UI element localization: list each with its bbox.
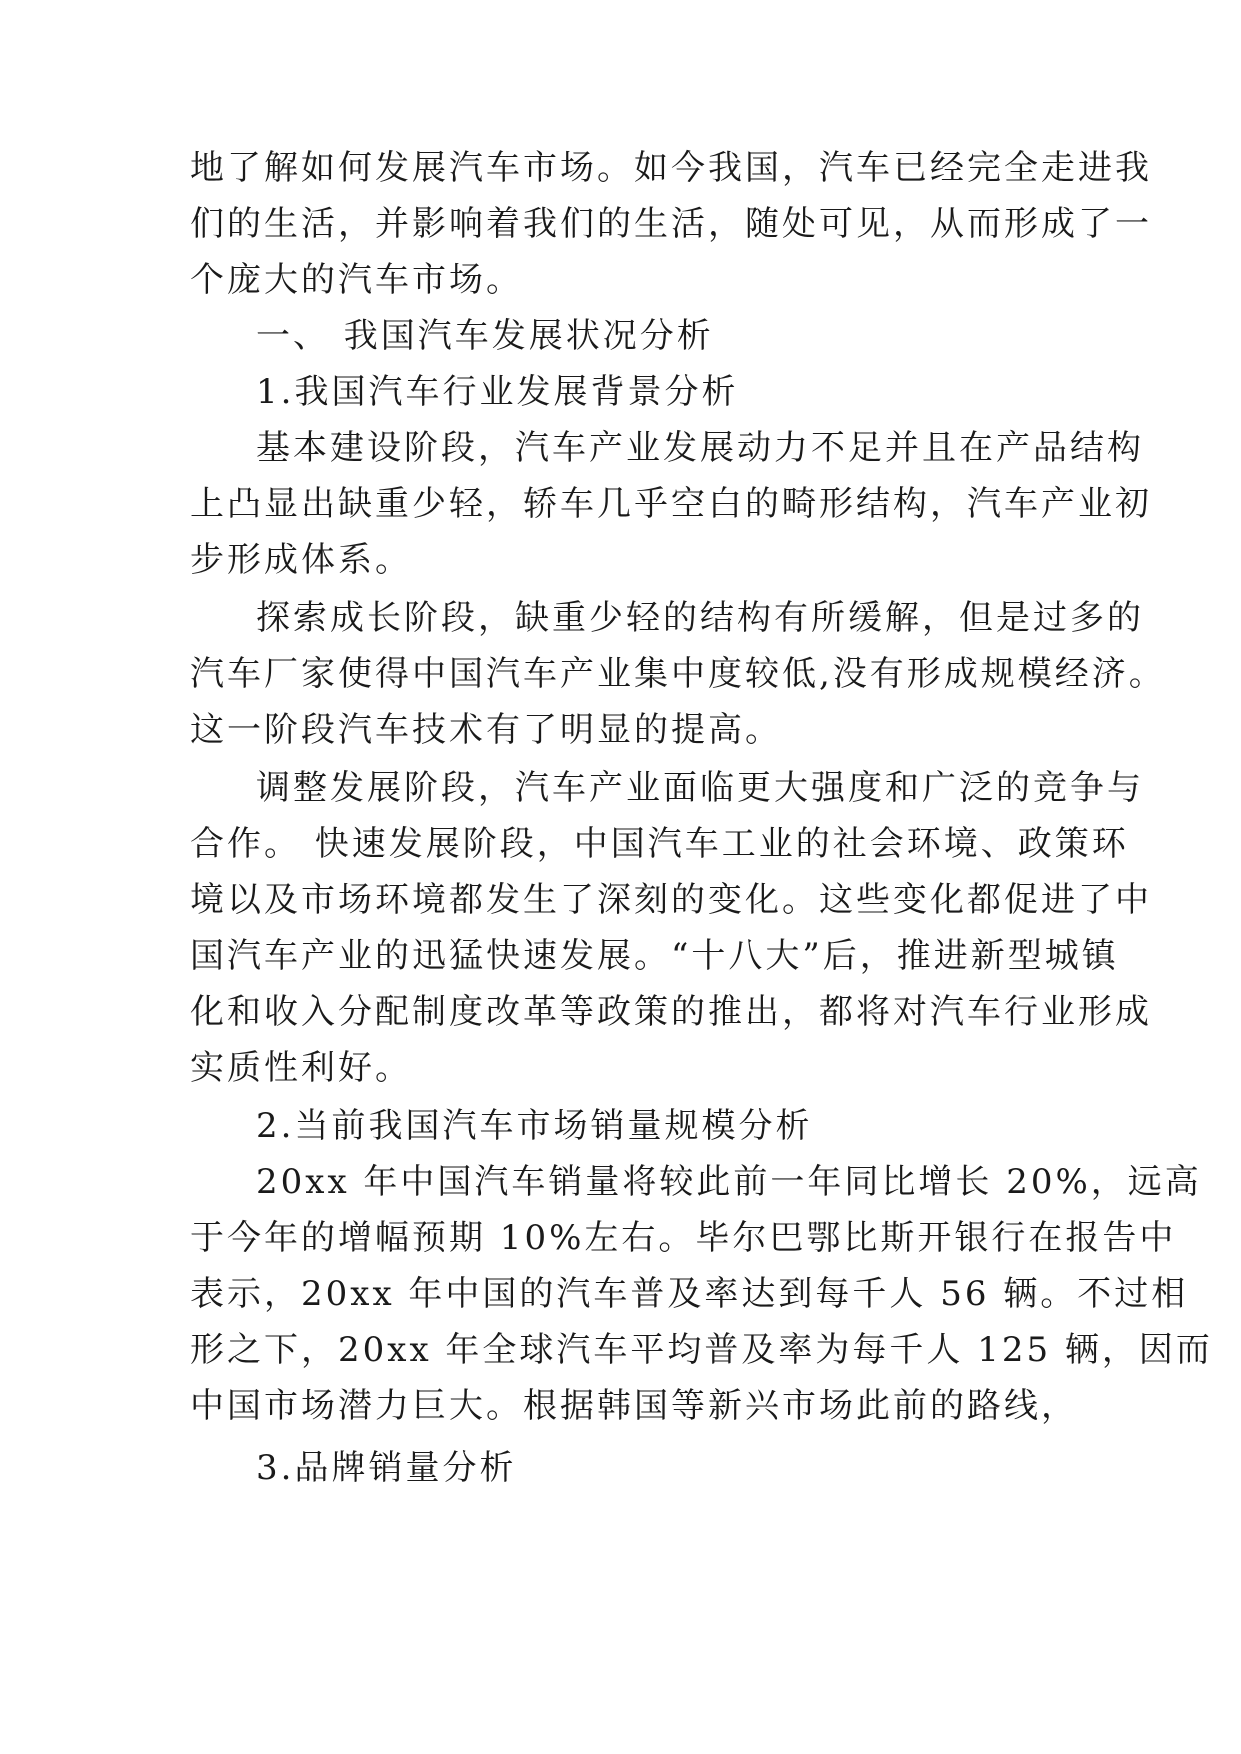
paragraph-line: 国汽车产业的迅猛快速发展。“十八大”后，推进新型城镇 [190,936,1119,976]
paragraph-line: 这一阶段汽车技术有了明显的提高。 [190,710,782,750]
paragraph-line: 汽车厂家使得中国汽车产业集中度较低,没有形成规模经济。 [190,654,1166,694]
paragraph-line: 探索成长阶段，缺重少轻的结构有所缓解，但是过多的 [256,598,1144,638]
paragraph-line: 化和收入分配制度改革等政策的推出，都将对汽车行业形成 [190,992,1152,1032]
paragraph-line: 20xx 年中国汽车销量将较此前一年同比增长 20%，远高 [256,1162,1202,1202]
paragraph-line: 表示，20xx 年中国的汽车普及率达到每千人 56 辆。不过相 [190,1274,1189,1314]
paragraph-line: 于今年的增幅预期 10%左右。毕尔巴鄂比斯开银行在报告中 [190,1218,1177,1258]
paragraph-line: 步形成体系。 [190,540,412,580]
paragraph-line: 地了解如何发展汽车市场。如今我国，汽车已经完全走进我 [190,148,1152,188]
paragraph-line: 实质性利好。 [190,1048,412,1088]
paragraph-line: 基本建设阶段，汽车产业发展动力不足并且在产品结构 [256,428,1144,468]
subsection-heading: 2.当前我国汽车市场销量规模分析 [256,1106,813,1146]
paragraph-line: 调整发展阶段，汽车产业面临更大强度和广泛的竞争与 [256,768,1144,808]
paragraph-line: 们的生活，并影响着我们的生活，随处可见，从而形成了一 [190,204,1152,244]
subsection-heading: 1.我国汽车行业发展背景分析 [256,372,739,412]
paragraph-line: 境以及市场环境都发生了深刻的变化。这些变化都促进了中 [190,880,1152,920]
paragraph-line: 形之下，20xx 年全球汽车平均普及率为每千人 125 辆，因而 [190,1330,1213,1370]
paragraph-line: 中国市场潜力巨大。根据韩国等新兴市场此前的路线， [190,1386,1078,1426]
paragraph-line: 上凸显出缺重少轻，轿车几乎空白的畸形结构，汽车产业初 [190,484,1152,524]
subsection-heading: 3.品牌销量分析 [256,1448,517,1488]
paragraph-line: 合作。 快速发展阶段，中国汽车工业的社会环境、政策环 [190,824,1129,864]
paragraph-line: 个庞大的汽车市场。 [190,260,523,300]
section-heading: 一、 我国汽车发展状况分析 [256,316,714,356]
